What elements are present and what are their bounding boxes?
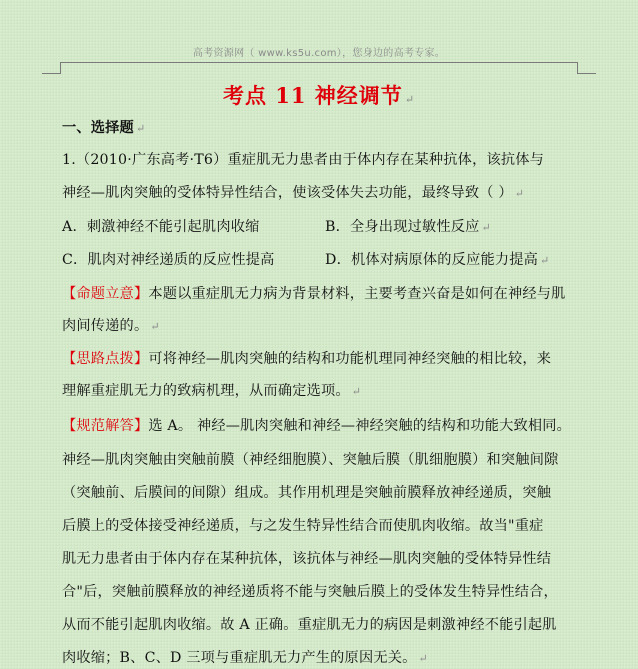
answer-line-6: 合"后，突触前膜释放的神经递质将不能与突触后膜上的受体发生特异性结合， [62,584,558,600]
option-c: C．肌肉对神经递质的反应性提高 [62,252,275,268]
options-row-2 [62,250,582,270]
idea-tag: 【思路点拨】 [62,351,149,367]
answer-line-2: 神经—肌肉突触由突触前膜（神经细胞膜）、突触后膜（肌细胞膜）和突触间隙 [62,452,559,468]
section-heading: 一、选择题 ↵ [62,120,146,136]
header-rule-right-tick [577,73,596,74]
answer-line-3: （突触前、后膜间的间隙）组成。其作用机理是突触前膜释放神经递质，突触 [62,485,552,501]
page-title: 考点 11 神经调节 ↵ [222,83,416,108]
page-header-source: 高考资源网（ www.ks5u.com），您身边的高考专家。 [192,48,446,59]
answer-line-4: 后膜上的受体接受神经递质，与之发生特异性结合而使肌肉收缩。故当"重症 [62,518,544,534]
answer-line-5: 肌无力患者由于体内存在某种抗体，该抗体与神经—肌肉突触的受体特异性结 [62,551,552,567]
header-rule [60,62,578,63]
options-row-1 [62,217,582,237]
option-a: A．刺激神经不能引起肌肉收缩 [62,219,260,235]
idea-line-2: 理解重症肌无力的致病机理，从而确定选项。 ↵ [62,383,362,399]
option-b: B．全身出现过敏性反应 ↵ [325,219,491,235]
answer-line-1: 【规范解答】选 A。 神经—肌肉突触和神经—神经突触的结构和功能大致相同。 [62,418,572,434]
intent-line-2: 肉间传递的。 ↵ [62,318,160,334]
answer-tag: 【规范解答】 [62,418,149,434]
answer-line-8: 肉收缩；B、C、D 三项与重症肌无力产生的原因无关。 ↵ [62,650,428,666]
return-mark: ↵ [404,93,416,106]
intent-tag: 【命题立意】 [62,286,149,302]
header-rule-left-tick [42,73,61,74]
question-line-2: 神经—肌肉突触的受体特异性结合，使该受体失去功能，最终导致（ ） ↵ [62,185,525,201]
idea-line-1: 【思路点拨】可将神经—肌肉突触的结构和功能机理同神经突触的相比较，来 [62,351,552,367]
option-d: D．机体对病原体的反应能力提高 ↵ [325,252,550,268]
question-line-1: 1.（2010·广东高考·T6）重症肌无力患者由于体内存在某种抗体，该抗体与 [62,152,545,168]
intent-line-1: 【命题立意】本题以重症肌无力病为背景材料，主要考查兴奋是如何在神经与肌 [62,286,566,302]
answer-line-7: 从而不能引起肌肉收缩。故 A 正确。重症肌无力的病因是刺激神经不能引起肌 [62,617,557,633]
